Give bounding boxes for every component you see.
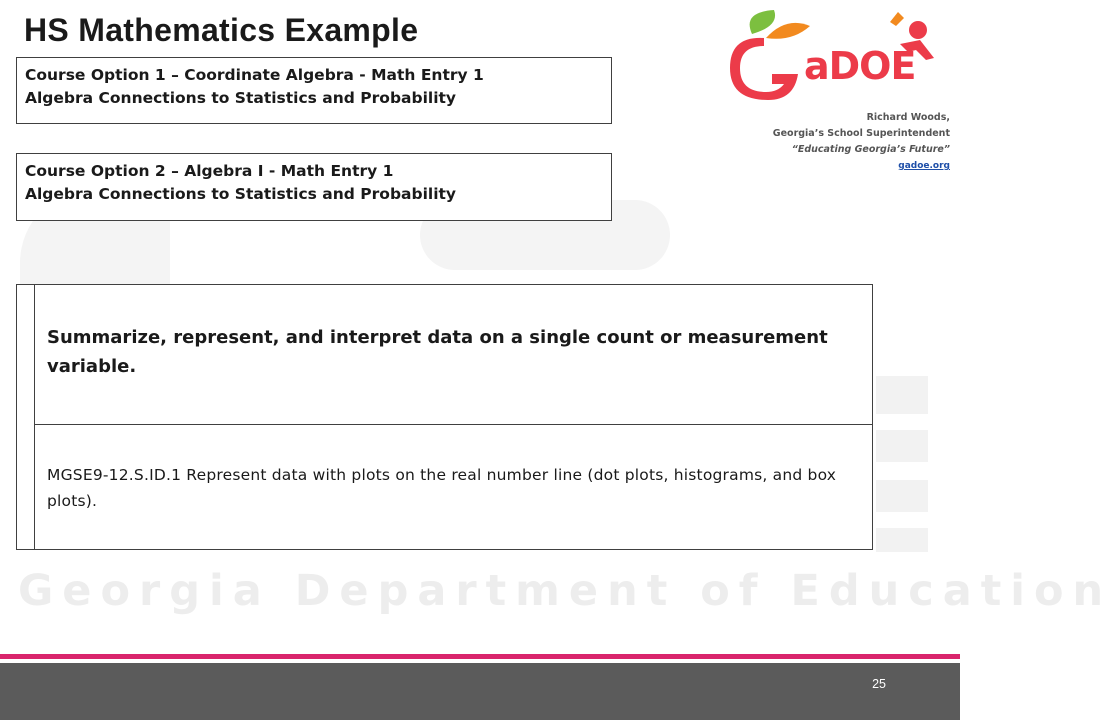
course-option-1-line1: Course Option 1 – Coordinate Algebra - Math Entry 1 — [25, 66, 484, 84]
page-number: 25 — [872, 677, 886, 691]
slide-title: HS Mathematics Example — [24, 12, 419, 48]
watermark-text: Georgia Department of Education — [18, 566, 1112, 616]
gadoe-logo-text: aDOE — [804, 44, 916, 88]
gadoe-link[interactable]: gadoe.org — [898, 161, 950, 171]
watermark-bar-3 — [876, 480, 928, 512]
footer-accent-line — [0, 654, 960, 659]
course-option-1-box — [16, 57, 612, 124]
watermark-bar-4 — [876, 528, 928, 552]
standard-text: MGSE9-12.S.ID.1 Represent data with plots on the real number line (dot plots, histograms, and box plots). — [47, 466, 837, 510]
table-row-cluster — [35, 285, 872, 425]
superintendent-block — [773, 110, 950, 174]
table-row-standard — [35, 425, 872, 549]
footer-bar — [0, 663, 960, 720]
superintendent-name: Richard Woods, — [866, 112, 950, 123]
gadoe-logo — [722, 8, 952, 178]
standards-table — [16, 284, 873, 550]
course-option-2-box — [16, 153, 612, 221]
course-option-1-line2: Algebra Connections to Statistics and Probability — [25, 89, 457, 107]
tagline: “Educating Georgia’s Future” — [791, 144, 950, 155]
course-option-2-line1: Course Option 2 – Algebra I - Math Entry 1 — [25, 162, 394, 180]
superintendent-title: Georgia’s School Superintendent — [772, 128, 950, 139]
table-side-column — [17, 285, 35, 549]
course-option-2-line2: Algebra Connections to Statistics and Probability — [25, 185, 457, 203]
watermark-bar-2 — [876, 430, 928, 462]
watermark-bar-1 — [876, 376, 928, 414]
cluster-heading: Summarize, represent, and interpret data on a single count or measurement variable. — [47, 327, 828, 377]
